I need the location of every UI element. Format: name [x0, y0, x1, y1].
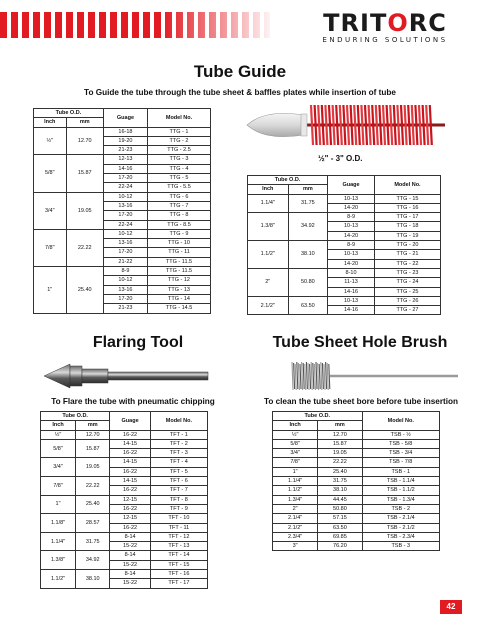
guage-cell: 15-22 [110, 542, 150, 551]
guage-cell: 10-12 [103, 192, 147, 201]
guage-cell: 16-22 [110, 430, 150, 439]
table-row [41, 551, 208, 560]
model-header: Model No. [148, 109, 211, 128]
flaring-tool-title: Flaring Tool [92, 334, 184, 351]
mm-cell: 19.05 [76, 458, 110, 477]
inch-cell: 5/8" [41, 439, 76, 458]
model-cell: TFT - 8 [150, 495, 207, 504]
table-row [273, 523, 440, 532]
model-cell: TSB - 1 [362, 467, 439, 476]
table-row [273, 495, 440, 504]
table-row [248, 194, 441, 203]
tube-guide-table-2 [247, 175, 441, 315]
mm-cell: 50.80 [318, 504, 362, 513]
flaring-tool-image [40, 356, 220, 396]
guage-cell: 10-13 [328, 222, 375, 231]
guage-cell: 19-20 [103, 136, 147, 145]
guage-cell: 22-24 [103, 220, 147, 229]
model-cell: TFT - 15 [150, 560, 207, 569]
guage-cell: 14-20 [328, 203, 375, 212]
guage-cell: 11-13 [328, 278, 375, 287]
table-row [34, 192, 211, 201]
guage-cell: 12-15 [110, 495, 150, 504]
guage-cell: 16-18 [103, 127, 147, 136]
model-cell: TTG - 17 [374, 213, 440, 222]
guage-cell: 13-16 [103, 285, 147, 294]
mm-header: mm [66, 118, 103, 127]
model-cell: TTG - 1 [148, 127, 211, 136]
tube-od-header: Tube O.D. [248, 176, 328, 185]
guage-cell: 13-16 [103, 201, 147, 210]
model-cell: TFT - 2 [150, 439, 207, 448]
model-cell: TSB - 5/8 [362, 439, 439, 448]
inch-cell: 2" [248, 268, 289, 296]
inch-cell: 1.1/4" [248, 194, 289, 213]
guage-cell: 16-22 [110, 467, 150, 476]
table-row [273, 486, 440, 495]
tube-od-header: Tube O.D. [273, 412, 363, 421]
mm-cell: 12.70 [318, 430, 362, 439]
mm-cell: 38.10 [76, 570, 110, 589]
mm-header: mm [76, 421, 110, 430]
guage-cell: 16-22 [110, 523, 150, 532]
model-cell: TSB - 3 [362, 542, 439, 551]
model-cell: TTG - 4 [148, 164, 211, 173]
guage-cell: 8-14 [110, 532, 150, 541]
mm-cell: 25.40 [318, 467, 362, 476]
guage-cell: 8-10 [328, 268, 375, 277]
model-cell: TTG - 25 [374, 287, 440, 296]
tube-guide-subtitle: To Guide the tube through the tube sheet & baffles plates while insertion of tube [84, 88, 396, 97]
guage-cell: 8-14 [110, 551, 150, 560]
model-cell: TTG - 20 [374, 241, 440, 250]
guage-cell: 12-13 [103, 155, 147, 164]
guage-cell: 8-9 [103, 267, 147, 276]
model-cell: TTG - 6 [148, 192, 211, 201]
tube-guide-table-1 [33, 108, 211, 314]
mm-cell: 15.87 [66, 155, 103, 192]
table-row [248, 241, 441, 250]
header-stripe-decoration [0, 12, 270, 38]
guage-cell: 10-13 [328, 194, 375, 203]
guage-cell: 17-20 [103, 294, 147, 303]
flaring-tool-table [40, 411, 208, 589]
brush-subtitle: To clean the tube sheet bore before tube insertion [263, 397, 459, 406]
mm-cell: 63.50 [288, 296, 328, 315]
model-cell: TTG - 2 [148, 136, 211, 145]
model-cell: TFT - 5 [150, 467, 207, 476]
model-header: Model No. [374, 176, 440, 195]
model-cell: TTG - 14 [148, 294, 211, 303]
mm-cell: 19.05 [66, 192, 103, 229]
table-row [41, 532, 208, 541]
model-cell: TFT - 14 [150, 551, 207, 560]
table-row [273, 514, 440, 523]
model-cell: TSB - 1.1/2 [362, 486, 439, 495]
mm-cell: 22.22 [66, 229, 103, 266]
guage-cell: 14-15 [110, 439, 150, 448]
model-cell: TTG - 15 [374, 194, 440, 203]
guage-cell: 8-9 [328, 213, 375, 222]
model-cell: TSB - 7/8 [362, 458, 439, 467]
model-cell: TTG - 27 [374, 306, 440, 315]
guage-cell: 14-20 [328, 259, 375, 268]
guage-cell: 17-20 [103, 248, 147, 257]
tube-od-header: Tube O.D. [34, 109, 104, 118]
table-row [273, 532, 440, 541]
mm-cell: 15.87 [76, 439, 110, 458]
guage-cell: 16-22 [110, 486, 150, 495]
guage-cell: 17-20 [103, 211, 147, 220]
tritorc-logo: TRITORC ENDURING SOLUTIONS [305, 10, 465, 45]
table-row [273, 449, 440, 458]
model-cell: TTG - 9 [148, 229, 211, 238]
mm-cell: 22.22 [76, 477, 110, 496]
guage-cell: 10-13 [328, 296, 375, 305]
table-row [34, 155, 211, 164]
model-cell: TFT - 17 [150, 579, 207, 588]
mm-cell: 25.40 [76, 495, 110, 514]
model-cell: TFT - 4 [150, 458, 207, 467]
mm-cell: 63.50 [318, 523, 362, 532]
model-cell: TFT - 3 [150, 449, 207, 458]
model-cell: TFT - 16 [150, 570, 207, 579]
guage-cell: 15-22 [110, 579, 150, 588]
mm-cell: 22.22 [318, 458, 362, 467]
model-cell: TSB - 1.3/4 [362, 495, 439, 504]
inch-cell: 1.3/4" [273, 495, 318, 504]
table-row [273, 458, 440, 467]
guage-cell: 21-23 [103, 304, 147, 313]
mm-header: mm [288, 185, 328, 194]
mm-header: mm [318, 421, 362, 430]
inch-cell: 1.1/2" [248, 241, 289, 269]
model-cell: TTG - 26 [374, 296, 440, 305]
inch-cell: 2.3/4" [273, 532, 318, 541]
model-cell: TTG - 16 [374, 203, 440, 212]
table-row [34, 127, 211, 136]
mm-cell: 25.40 [66, 267, 103, 313]
table-row [34, 267, 211, 276]
table-row [34, 229, 211, 238]
inch-cell: ½" [41, 430, 76, 439]
inch-cell: 5/8" [273, 439, 318, 448]
model-cell: TTG - 21 [374, 250, 440, 259]
table-row [273, 504, 440, 513]
table-row [41, 439, 208, 448]
mm-cell: 38.10 [318, 486, 362, 495]
inch-cell: 3" [273, 542, 318, 551]
model-cell: TSB - 2.1/4 [362, 514, 439, 523]
table-row [273, 542, 440, 551]
table-row [41, 514, 208, 523]
guage-cell: 12-15 [110, 514, 150, 523]
inch-header: Inch [273, 421, 318, 430]
model-cell: TTG - 14.5 [148, 304, 211, 313]
brush-image [290, 360, 460, 392]
inch-cell: 3/4" [273, 449, 318, 458]
model-cell: TFT - 10 [150, 514, 207, 523]
mm-cell: 31.75 [318, 477, 362, 486]
model-cell: TFT - 1 [150, 430, 207, 439]
inch-cell: 7/8" [273, 458, 318, 467]
brush-title: Tube Sheet Hole Brush [272, 334, 448, 351]
inch-cell: 1" [273, 467, 318, 476]
inch-cell: 7/8" [41, 477, 76, 496]
model-cell: TFT - 12 [150, 532, 207, 541]
table-row [273, 439, 440, 448]
model-header: Model No. [362, 412, 439, 431]
model-cell: TTG - 10 [148, 239, 211, 248]
mm-cell: 76.20 [318, 542, 362, 551]
mm-cell: 34.92 [288, 213, 328, 241]
mm-cell: 57.15 [318, 514, 362, 523]
inch-cell: 1.1/4" [273, 477, 318, 486]
table-row [248, 296, 441, 305]
table-row [248, 213, 441, 222]
inch-header: Inch [248, 185, 289, 194]
mm-cell: 31.75 [288, 194, 328, 213]
inch-cell: 1.3/8" [41, 551, 76, 570]
tube-guide-title: Tube Guide [193, 62, 287, 81]
model-cell: TTG - 12 [148, 276, 211, 285]
inch-cell: 1.3/8" [248, 213, 289, 241]
model-cell: TTG - 5.5 [148, 183, 211, 192]
table-row [273, 477, 440, 486]
guage-cell: 14-16 [103, 164, 147, 173]
model-cell: TTG - 2.5 [148, 146, 211, 155]
guage-cell: 14-16 [328, 306, 375, 315]
model-cell: TFT - 7 [150, 486, 207, 495]
tube-guide-image-caption: ½" - 3" O.D. [318, 154, 363, 163]
inch-cell: 1" [41, 495, 76, 514]
mm-cell: 12.70 [66, 127, 103, 155]
mm-cell: 38.10 [288, 241, 328, 269]
model-cell: TFT - 11 [150, 523, 207, 532]
table-row [41, 570, 208, 579]
model-cell: TTG - 3 [148, 155, 211, 164]
inch-cell: 1.1/8" [41, 514, 76, 533]
guage-cell: 14-16 [328, 287, 375, 296]
guage-cell: 10-12 [103, 276, 147, 285]
model-cell: TTG - 24 [374, 278, 440, 287]
guage-cell: 13-16 [103, 239, 147, 248]
model-cell: TTG - 18 [374, 222, 440, 231]
mm-cell: 12.70 [76, 430, 110, 439]
model-cell: TSB - 2.1/2 [362, 523, 439, 532]
inch-cell: 1" [34, 267, 67, 313]
model-cell: TSB - ½ [362, 430, 439, 439]
model-cell: TTG - 23 [374, 268, 440, 277]
model-cell: TTG - 19 [374, 231, 440, 240]
model-cell: TFT - 6 [150, 477, 207, 486]
guage-cell: 21-23 [103, 146, 147, 155]
model-cell: TTG - 11.5 [148, 267, 211, 276]
inch-cell: 2.1/2" [248, 296, 289, 315]
model-cell: TTG - 5 [148, 174, 211, 183]
model-cell: TFT - 13 [150, 542, 207, 551]
guage-cell: 14-15 [110, 458, 150, 467]
mm-cell: 34.92 [76, 551, 110, 570]
mm-cell: 28.57 [76, 514, 110, 533]
guage-cell: 8-9 [328, 241, 375, 250]
model-cell: TTG - 11 [148, 248, 211, 257]
mm-cell: 44.45 [318, 495, 362, 504]
guage-cell: 10-12 [103, 229, 147, 238]
guage-cell: 15-22 [110, 560, 150, 569]
model-cell: TTG - 7 [148, 201, 211, 210]
inch-cell: 7/8" [34, 229, 67, 266]
mm-cell: 50.80 [288, 268, 328, 296]
model-cell: TTG - 13 [148, 285, 211, 294]
guage-cell: 16-22 [110, 504, 150, 513]
model-cell: TTG - 8.5 [148, 220, 211, 229]
inch-header: Inch [34, 118, 67, 127]
inch-cell: 1.1/4" [41, 532, 76, 551]
model-cell: TSB - 2 [362, 504, 439, 513]
model-cell: TSB - 1.1/4 [362, 477, 439, 486]
model-cell: TSB - 2.3/4 [362, 532, 439, 541]
model-cell: TFT - 9 [150, 504, 207, 513]
inch-header: Inch [41, 421, 76, 430]
inch-cell: 3/4" [34, 192, 67, 229]
inch-cell: 1.1/2" [41, 570, 76, 589]
inch-cell: 3/4" [41, 458, 76, 477]
model-cell: TTG - 11.5 [148, 257, 211, 266]
table-row [41, 495, 208, 504]
inch-cell: 2" [273, 504, 318, 513]
model-cell: TTG - 22 [374, 259, 440, 268]
inch-cell: 5/8" [34, 155, 67, 192]
model-cell: TSB - 3/4 [362, 449, 439, 458]
guage-cell: 10-13 [328, 250, 375, 259]
model-cell: TTG - 8 [148, 211, 211, 220]
table-row [248, 268, 441, 277]
table-row [273, 430, 440, 439]
table-row [41, 477, 208, 486]
tube-guide-image [245, 103, 445, 153]
guage-header: Guage [110, 412, 150, 431]
table-row [273, 467, 440, 476]
guage-header: Guage [328, 176, 375, 195]
inch-cell: ½" [273, 430, 318, 439]
guage-header: Guage [103, 109, 147, 128]
mm-cell: 31.75 [76, 532, 110, 551]
model-header: Model No. [150, 412, 207, 431]
guage-cell: 14-20 [328, 231, 375, 240]
brush-table [272, 411, 440, 551]
mm-cell: 69.85 [318, 532, 362, 541]
guage-cell: 21-22 [103, 257, 147, 266]
guage-cell: 17-20 [103, 174, 147, 183]
inch-cell: 2.1/4" [273, 514, 318, 523]
page-number: 42 [440, 600, 462, 614]
guage-cell: 8-14 [110, 570, 150, 579]
logo-tagline: ENDURING SOLUTIONS [322, 36, 448, 44]
table-row [41, 430, 208, 439]
table-row [41, 458, 208, 467]
mm-cell: 15.87 [318, 439, 362, 448]
flaring-tool-subtitle: To Flare the tube with pneumatic chipping [51, 397, 215, 406]
inch-cell: 1.1/2" [273, 486, 318, 495]
guage-cell: 22-24 [103, 183, 147, 192]
mm-cell: 19.05 [318, 449, 362, 458]
guage-cell: 16-22 [110, 449, 150, 458]
inch-cell: ½" [34, 127, 67, 155]
inch-cell: 2.1/2" [273, 523, 318, 532]
guage-cell: 14-15 [110, 477, 150, 486]
tube-od-header: Tube O.D. [41, 412, 110, 421]
